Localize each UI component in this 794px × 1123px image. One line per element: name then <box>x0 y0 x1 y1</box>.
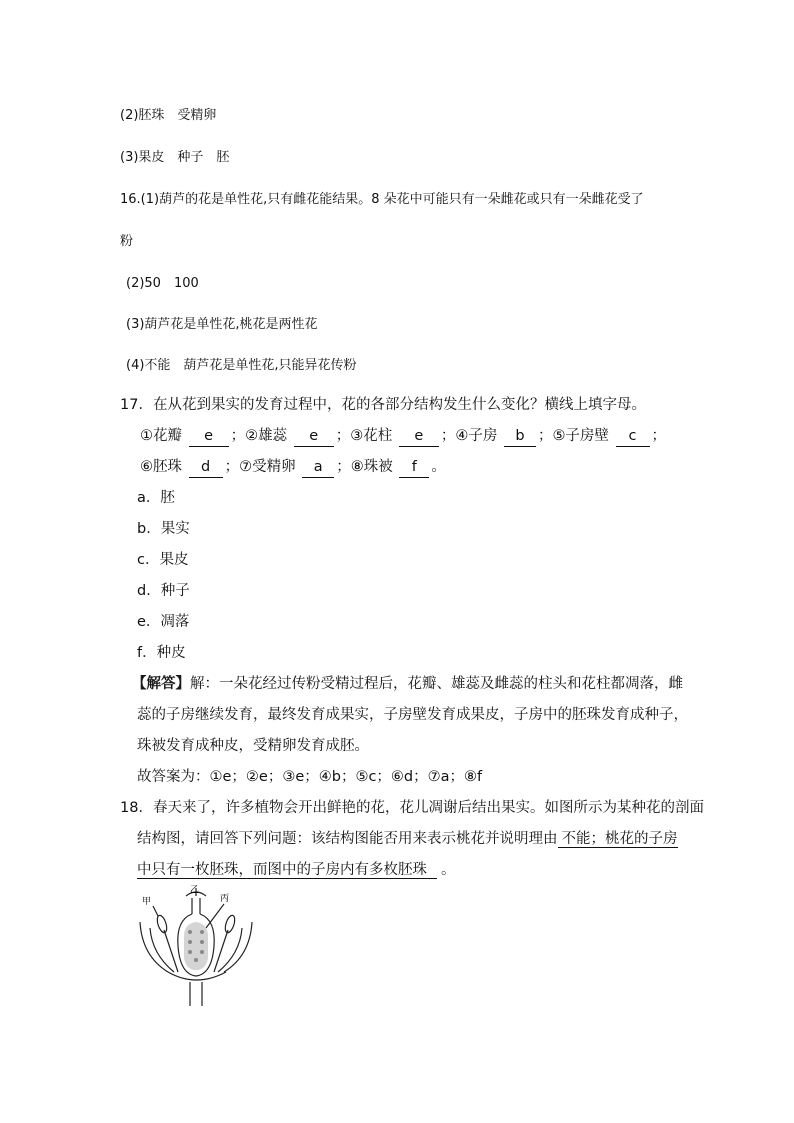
ovule <box>200 940 204 944</box>
separator: ； <box>440 428 456 444</box>
q18-line2 <box>137 829 678 849</box>
answer-2: (2)胚珠 受精卵 <box>120 108 217 123</box>
q16-line1b: 粉 <box>120 234 134 249</box>
q17-item-label: ⑥胚珠 <box>140 459 182 475</box>
period: 。 <box>431 459 446 475</box>
ovule <box>188 940 192 944</box>
style <box>192 898 200 914</box>
q17-option: d．种子 <box>137 583 190 599</box>
q17-blank: e <box>399 426 439 447</box>
q17-option: a．胚 <box>137 490 175 506</box>
figure-label-yi: 乙 <box>190 885 200 896</box>
q17-item-label: ④子房 <box>455 428 498 444</box>
q17-blank: f <box>399 457 429 478</box>
separator: ； <box>336 459 351 475</box>
figure-label-bing: 丙 <box>220 894 230 904</box>
separator: ； <box>651 428 667 444</box>
stamen-filament-left <box>164 930 178 972</box>
q18-answer-part1: 不能；桃花的子房 <box>558 831 678 848</box>
ovary-fill <box>184 922 208 970</box>
q18-line3 <box>137 860 456 880</box>
ovule <box>200 930 204 934</box>
figure-label-jia: 甲 <box>142 897 152 907</box>
label-leader-jia <box>153 906 158 916</box>
q17-option: b．果实 <box>137 521 190 537</box>
q17-option: e．凋落 <box>137 614 190 630</box>
ovule <box>194 958 198 962</box>
q18-answer-part2: 中只有一枚胚珠，而图中的子房内有多枚胚珠 <box>137 862 437 879</box>
flower-diagram <box>138 884 254 1006</box>
q17-blank: b <box>504 426 536 447</box>
q17-answer-line: 故答案为：①e；②e；③e；④b；⑤c；⑥d；⑦a；⑧f <box>137 769 483 785</box>
ovule <box>188 950 192 954</box>
stamen-anther-right <box>223 914 236 934</box>
period: 。 <box>441 862 456 878</box>
ovule <box>188 930 192 934</box>
separator: ； <box>230 428 246 444</box>
q18-question: 结构图，请回答下列问题：该结构图能否用来表示桃花并说明理由 <box>137 831 558 847</box>
q17-option: f．种皮 <box>137 645 186 661</box>
q17-blank: d <box>189 457 223 478</box>
separator: ； <box>537 428 553 444</box>
q17-item-label: ②雄蕊 <box>245 428 288 444</box>
separator: ； <box>335 428 351 444</box>
q17-item-label: ⑦受精卵 <box>239 459 296 475</box>
q16-line4: (4)不能 葫芦花是单性花,只能异花传粉 <box>126 358 357 373</box>
q16-line2: (2)50 100 <box>126 276 199 291</box>
ovule <box>200 950 204 954</box>
q17-blank: c <box>616 426 650 447</box>
q16-line1: 16.(1)葫芦的花是单性花,只有雌花能结果。8 朵花中可能只有一朵雌花或只有一朵雌花受了 <box>120 192 644 207</box>
q17-item-label: ③花柱 <box>350 428 393 444</box>
q17-fill-row1 <box>140 426 666 447</box>
stamen-filament-right <box>214 930 228 972</box>
q17-item-label: ①花瓣 <box>140 428 182 444</box>
analysis-text: 解：一朵花经过传粉受精过程后，花瓣、雄蕊及雌蕊的柱头和花柱都凋落，雌 <box>190 676 683 692</box>
answer-3: (3)果皮 种子 胚 <box>120 150 230 165</box>
q17-analysis-line3: 珠被发育成种皮，受精卵发育成胚。 <box>137 738 369 754</box>
q17-analysis-line1 <box>132 674 683 694</box>
q17-item-label: ⑧珠被 <box>350 459 393 475</box>
q17-blank: a <box>302 457 334 478</box>
q17-item-label: ⑤子房壁 <box>552 428 609 444</box>
analysis-tag: 【解答】 <box>132 676 190 692</box>
q17-blank: e <box>189 426 229 447</box>
q16-line3: (3)葫芦花是单性花,桃花是两性花 <box>126 317 318 332</box>
separator: ； <box>224 459 240 475</box>
q17-stem: 17．在从花到果实的发育过程中，花的各部分结构发生什么变化？横线上填字母。 <box>120 397 646 413</box>
q17-blank: e <box>294 426 334 447</box>
stem <box>190 982 202 1006</box>
q17-analysis-line2: 蕊的子房继续发育，最终发育成果实，子房壁发育成果皮，子房中的胚珠发育成种子， <box>137 707 688 723</box>
q17-option: c．果皮 <box>137 552 189 568</box>
q17-fill-row2 <box>140 457 446 478</box>
q18-line1: 18．春天来了，许多植物会开出鲜艳的花，花儿凋谢后结出果实。如图所示为某种花的剖面 <box>120 800 704 816</box>
label-leader-bing <box>206 904 224 928</box>
stamen-anther-left <box>155 914 168 934</box>
